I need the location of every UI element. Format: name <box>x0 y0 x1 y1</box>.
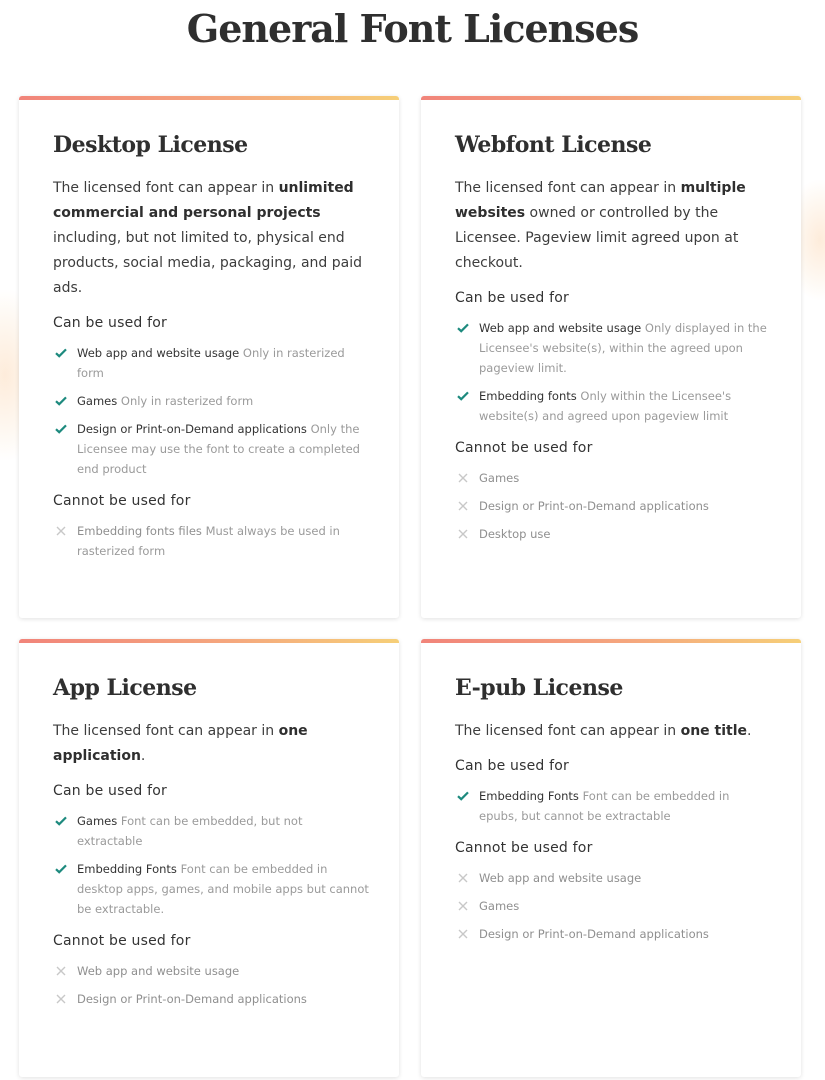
cannot-use-heading: Cannot be used for <box>53 933 191 949</box>
cannot-use-item <box>53 989 369 1009</box>
check-icon <box>53 391 69 411</box>
check-icon <box>53 859 69 879</box>
desc-text: . <box>140 748 146 764</box>
card-description <box>53 176 369 301</box>
item-note: Only in rasterized form <box>120 394 254 408</box>
check-icon <box>53 811 69 831</box>
can-use-item <box>53 391 369 411</box>
cannot-use-list <box>53 521 369 561</box>
card-description <box>455 176 771 276</box>
desc-text: The licensed font can appear in <box>455 723 681 739</box>
item-name: Desktop use <box>479 527 551 541</box>
item-name: Design or Print-on-Demand applications <box>479 499 709 513</box>
item-name: Design or Print-on-Demand applications <box>77 992 307 1006</box>
card-title: Desktop License <box>53 132 248 158</box>
cannot-use-item <box>455 468 771 488</box>
cross-icon <box>455 924 471 944</box>
item-note: Only within the Licensee's website(s) and agreed upon pageview limit <box>479 389 732 423</box>
cannot-use-item <box>455 868 771 888</box>
item-note: Only displayed in the Licensee's website(s), within the agreed upon pageview limit. <box>479 321 767 375</box>
desc-text: owned or controlled by the Licensee. Pageview limit agreed upon at checkout. <box>455 205 739 271</box>
can-use-list <box>455 786 771 826</box>
can-use-heading: Can be used for <box>455 758 569 774</box>
license-card-desktop <box>19 96 399 618</box>
cannot-use-list <box>455 868 771 944</box>
item-note: Font can be embedded in desktop apps, games, and mobile apps but cannot be extractable. <box>77 862 369 916</box>
item-name: Games <box>479 471 520 485</box>
item-name: Embedding Fonts <box>479 789 579 803</box>
item-name: Embedding Fonts <box>77 862 177 876</box>
can-use-item <box>455 318 771 378</box>
cannot-use-heading: Cannot be used for <box>455 440 593 456</box>
cannot-use-item <box>53 961 369 981</box>
desc-text: The licensed font can appear in <box>53 723 279 739</box>
item-note: Font can be embedded, but not extractable <box>77 814 303 848</box>
item-note: Must always be used in rasterized form <box>77 524 340 558</box>
item-name: Web app and website usage <box>479 321 642 335</box>
desc-emphasis: one title <box>680 723 748 739</box>
card-description <box>455 719 771 744</box>
can-use-heading: Can be used for <box>455 290 569 306</box>
can-use-list <box>53 811 369 919</box>
cannot-use-heading: Cannot be used for <box>455 840 593 856</box>
license-card-epub <box>421 639 801 1077</box>
cannot-use-item <box>455 496 771 516</box>
cannot-use-item <box>53 521 369 561</box>
item-name: Web app and website usage <box>77 964 240 978</box>
card-description <box>53 719 369 769</box>
cannot-use-item <box>455 924 771 944</box>
cannot-use-list <box>455 468 771 544</box>
desc-text: . <box>747 723 752 739</box>
item-name: Embedding fonts files <box>77 524 202 538</box>
cross-icon <box>53 961 69 981</box>
can-use-item <box>455 386 771 426</box>
cannot-use-item <box>455 524 771 544</box>
can-use-list <box>53 343 369 479</box>
cannot-use-heading: Cannot be used for <box>53 493 191 509</box>
item-name: Games <box>77 394 118 408</box>
check-icon <box>455 318 471 338</box>
cross-icon <box>455 524 471 544</box>
can-use-heading: Can be used for <box>53 783 167 799</box>
can-use-heading: Can be used for <box>53 315 167 331</box>
card-title: E-pub License <box>455 675 623 701</box>
desc-text: The licensed font can appear in <box>53 180 279 196</box>
item-note: Only the Licensee may use the font to create a completed end product <box>77 422 360 476</box>
item-name: Design or Print-on-Demand applications <box>77 422 307 436</box>
desc-text: including, but not limited to, physical end products, social media, packaging, and paid ads. <box>53 230 362 296</box>
item-name: Games <box>77 814 118 828</box>
check-icon <box>455 786 471 806</box>
card-title: App License <box>53 675 197 701</box>
desc-emphasis: one application <box>53 723 308 764</box>
can-use-item <box>53 343 369 383</box>
can-use-item <box>53 811 369 851</box>
desc-emphasis: unlimited commercial and personal projects <box>53 180 354 221</box>
check-icon <box>53 343 69 363</box>
item-name: Games <box>479 899 520 913</box>
page-title: General Font Licenses <box>186 6 639 51</box>
license-card-app <box>19 639 399 1077</box>
desc-emphasis: multiple websites <box>455 180 746 221</box>
item-note: Font can be embedded in epubs, but cannot be extractable <box>479 789 730 823</box>
item-name: Embedding fonts <box>479 389 577 403</box>
can-use-item <box>53 859 369 919</box>
cross-icon <box>455 496 471 516</box>
can-use-item <box>53 419 369 479</box>
item-name: Web app and website usage <box>77 346 240 360</box>
check-icon <box>455 386 471 406</box>
cross-icon <box>455 868 471 888</box>
cross-icon <box>455 468 471 488</box>
desc-text: The licensed font can appear in <box>455 180 681 196</box>
license-card-webfont <box>421 96 801 618</box>
cross-icon <box>53 521 69 541</box>
cannot-use-item <box>455 896 771 916</box>
card-title: Webfont License <box>455 132 652 158</box>
item-name: Design or Print-on-Demand applications <box>479 927 709 941</box>
check-icon <box>53 419 69 439</box>
cross-icon <box>455 896 471 916</box>
cannot-use-list <box>53 961 369 1009</box>
item-name: Web app and website usage <box>479 871 642 885</box>
item-note: Only in rasterized form <box>77 346 345 380</box>
can-use-list <box>455 318 771 426</box>
cross-icon <box>53 989 69 1009</box>
can-use-item <box>455 786 771 826</box>
